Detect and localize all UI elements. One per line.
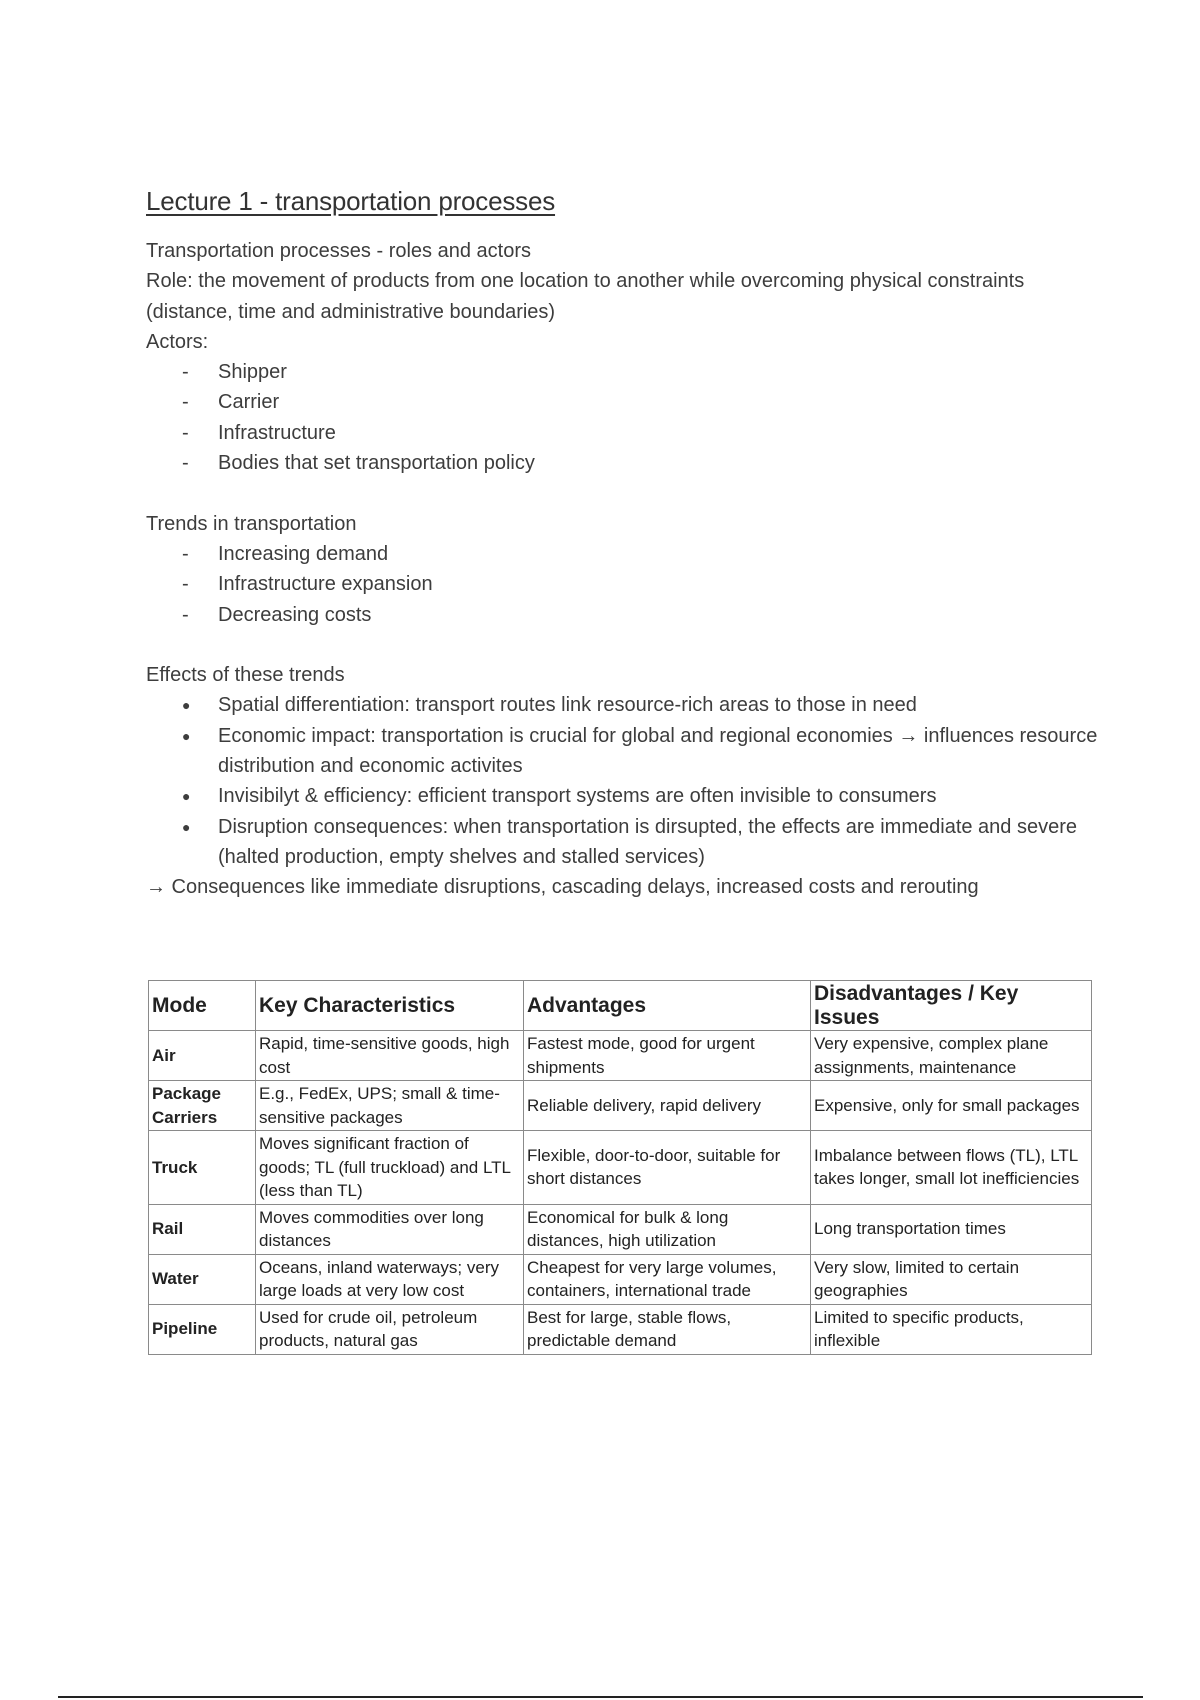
table-row <box>149 1304 1092 1354</box>
list-item: - Increasing demand <box>146 539 1106 569</box>
list-item: - Infrastructure expansion <box>146 569 1106 599</box>
advantages-cell: Best for large, stable flows, predictable demand <box>524 1304 811 1354</box>
effects-heading: Effects of these trends <box>146 664 345 687</box>
disadvantages-cell: Imbalance between flows (TL), LTL takes longer, small lot inefficiencies <box>811 1131 1092 1205</box>
header-disadvantages: Disadvantages / Key Issues <box>811 981 1092 1031</box>
body-text <box>146 236 1106 903</box>
characteristics-cell: Moves significant fraction of goods; TL (full truckload) and LTL (less than TL) <box>256 1131 524 1205</box>
effects-conclusion: → Consequences like immediate disruptions, cascading delays, increased costs and rerouting <box>146 876 979 899</box>
disadvantages-cell: Very slow, limited to certain geographies <box>811 1254 1092 1304</box>
mode-cell: Truck <box>149 1131 256 1205</box>
advantages-cell: Reliable delivery, rapid delivery <box>524 1081 811 1131</box>
disadvantages-cell: Limited to specific products, inflexible <box>811 1304 1092 1354</box>
mode-cell: Air <box>149 1031 256 1081</box>
header-key-characteristics: Key Characteristics <box>256 981 524 1031</box>
list-item: - Shipper <box>146 357 1106 387</box>
list-item: ● Invisibilyt & efficiency: efficient transport systems are often invisible to consumers <box>146 781 1106 811</box>
trends-heading: Trends in transportation <box>146 512 357 535</box>
page-title: Lecture 1 - transportation processes <box>146 186 556 216</box>
mode-cell: Water <box>149 1254 256 1304</box>
mode-cell: Pipeline <box>149 1304 256 1354</box>
effects-list <box>146 690 1106 872</box>
header-advantages: Advantages <box>524 981 811 1031</box>
advantages-cell: Cheapest for very large volumes, containers, international trade <box>524 1254 811 1304</box>
list-item: - Bodies that set transportation policy <box>146 448 1106 478</box>
advantages-cell: Flexible, door-to-door, suitable for short distances <box>524 1131 811 1205</box>
characteristics-cell: Rapid, time-sensitive goods, high cost <box>256 1031 524 1081</box>
characteristics-cell: Oceans, inland waterways; very large loads at very low cost <box>256 1254 524 1304</box>
table-header-row <box>149 981 1092 1031</box>
role-paragraph: Role: the movement of products from one location to another while overcoming physical constraints (distance, time and administrative boundaries) <box>146 270 1025 323</box>
actors-label: Actors: <box>146 330 209 353</box>
disadvantages-cell: Expensive, only for small packages <box>811 1081 1092 1131</box>
header-mode: Mode <box>149 981 256 1031</box>
characteristics-cell: E.g., FedEx, UPS; small & time-sensitive packages <box>256 1081 524 1131</box>
page-bottom-rule <box>58 1696 1143 1698</box>
list-item: - Infrastructure <box>146 418 1106 448</box>
transport-modes-table <box>148 980 1092 1355</box>
mode-cell: Package Carriers <box>149 1081 256 1131</box>
mode-cell: Rail <box>149 1204 256 1254</box>
disadvantages-cell: Long transportation times <box>811 1204 1092 1254</box>
characteristics-cell: Moves commodities over long distances <box>256 1204 524 1254</box>
transport-modes-table-wrap <box>148 980 1092 1355</box>
intro-subtitle: Transportation processes - roles and actors <box>146 240 531 262</box>
table-row <box>149 1131 1092 1205</box>
advantages-cell: Fastest mode, good for urgent shipments <box>524 1031 811 1081</box>
characteristics-cell: Used for crude oil, petroleum products, natural gas <box>256 1304 524 1354</box>
table-row <box>149 1081 1092 1131</box>
table-row <box>149 1254 1092 1304</box>
list-item: ● Spatial differentiation: transport routes link resource-rich areas to those in need <box>146 690 1106 720</box>
actors-list <box>146 357 1106 478</box>
table-row <box>149 1031 1092 1081</box>
table-row <box>149 1204 1092 1254</box>
advantages-cell: Economical for bulk & long distances, high utilization <box>524 1204 811 1254</box>
disadvantages-cell: Very expensive, complex plane assignments, maintenance <box>811 1031 1092 1081</box>
trends-list <box>146 539 1106 630</box>
list-item: - Carrier <box>146 387 1106 417</box>
list-item: - Decreasing costs <box>146 600 1106 630</box>
list-item: ● Economic impact: transportation is crucial for global and regional economies → influences resource distribution and economic activites <box>146 721 1106 782</box>
list-item: ● Disruption consequences: when transportation is dirsupted, the effects are immediate and severe (halted production, empty shelves and stalled services) <box>146 812 1106 873</box>
